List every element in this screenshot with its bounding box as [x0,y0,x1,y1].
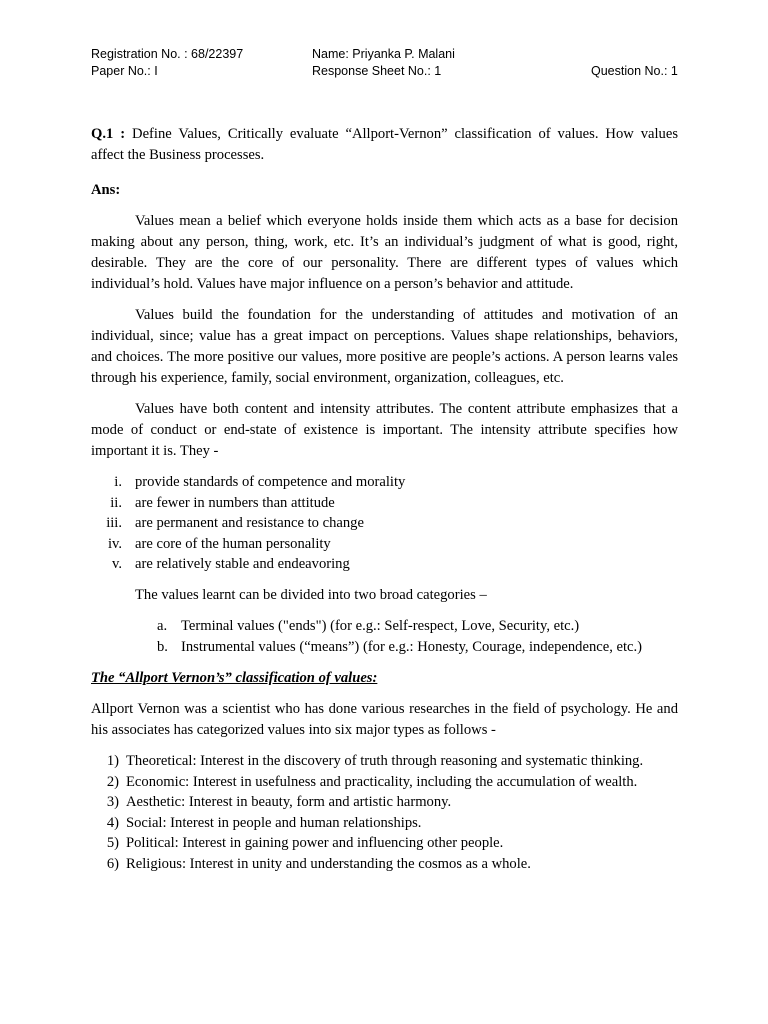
answer-label: Ans: [91,182,121,198]
list-text: Political: Interest in gaining power and influencing other people. [126,835,504,852]
categories-intro: The values learnt can be divided into two broad categories – [135,586,487,603]
list-text: Social: Interest in people and human relationships. [126,814,422,831]
list-text: provide standards of competence and morality [135,474,406,490]
list-text: are core of the human personality [135,535,331,552]
list-text: are permanent and resistance to change [135,515,364,532]
student-name: Name: Priyanka P. Malani [312,47,455,61]
list-item [91,554,678,575]
list-item [91,772,678,793]
list-number: iv. [107,535,122,552]
question-body: Define Values, Critically evaluate “Allport-Vernon” classification of values. How values affect the Business processes. [91,126,678,163]
categories-list [91,616,678,658]
list-text: Aesthetic: Interest in beauty, form and artistic harmony. [126,794,452,811]
list-text: are fewer in numbers than attitude [135,494,335,511]
list-number: 3) [106,794,119,811]
list-item [91,833,678,854]
list-text: are relatively stable and endeavoring [135,556,350,573]
response-sheet-number: Response Sheet No.: 1 [312,64,442,78]
list-item [91,854,678,875]
list-number: 2) [106,773,119,790]
list-item [91,472,678,493]
value-types-list [91,751,678,875]
list-number: 6) [106,855,119,872]
paragraph-3: Values have both content and intensity attributes. The content attribute emphasizes that a mode of conduct or end-state of existence is important. The intensity attribute specifies how important it is. They - [91,401,678,459]
list-text: Theoretical: Interest in the discovery of truth through reasoning and systematic thinking. [126,752,644,769]
list-letter: a. [157,617,168,634]
list-item [91,534,678,555]
list-number: iii. [106,515,122,532]
list-text: Economic: Interest in usefulness and practicality, including the accumulation of wealth. [126,773,638,790]
list-item [91,513,678,534]
list-item [91,637,678,658]
question-text [91,124,678,166]
section-paragraph: Allport Vernon was a scientist who has done various researches in the field of psychology. He and his associates has categorized values into six major types as follows - [91,700,678,738]
list-item [91,493,678,514]
section-heading: The “Allport Vernon’s” classification of values: [91,669,378,686]
list-letter: b. [157,638,168,655]
paper-number: Paper No.: I [91,64,158,78]
answer-sheet-body [91,124,678,875]
list-number: v. [112,556,122,573]
list-number: i. [114,474,122,490]
registration-number: Registration No. : 68/22397 [91,47,244,61]
list-number: ii. [110,494,122,511]
list-number: 4) [106,814,119,831]
question-label: Q.1 : [91,126,126,142]
list-item [91,616,678,637]
list-text: Instrumental values (“means”) (for e.g.: Honesty, Courage, independence, etc.) [181,638,643,655]
list-number: 1) [106,752,119,769]
list-number: 5) [106,835,119,852]
question-number: Question No.: 1 [591,64,678,78]
paragraph-1: Values mean a belief which everyone holds inside them which acts as a base for decision making about any person, thing, work, etc. It’s an individual’s judgment of what is good, right, desirable. They are the core of our personality. There are different types of values which individual’s hold. Values have major influence on a person’s behavior and attitude. [91,213,678,292]
list-item [91,751,678,772]
list-text: Religious: Interest in unity and understanding the cosmos as a whole. [126,855,531,872]
list-item [91,813,678,834]
list-text: Terminal values ("ends") (for e.g.: Self-respect, Love, Security, etc.) [181,617,580,634]
list-item [91,792,678,813]
attributes-list [91,472,678,575]
paragraph-2: Values build the foundation for the understanding of attitudes and motivation of an individual, since; value has a great impact on perceptions. Values shape relationships, behaviors, and choices. The more positive our values, more positive are people’s actions. A person learns vales through his experience, family, social environment, organization, colleagues, etc. [91,307,678,386]
